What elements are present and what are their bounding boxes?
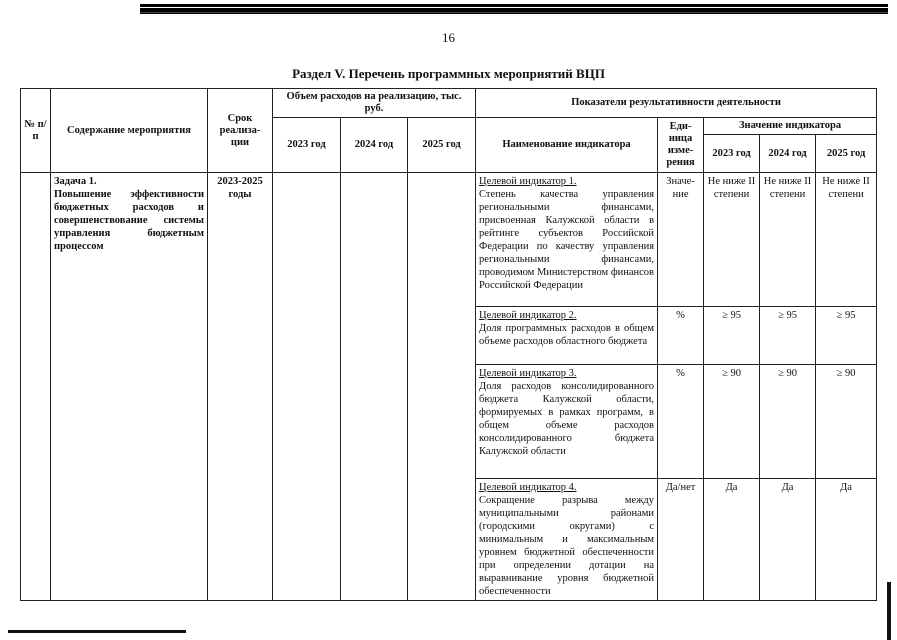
page-number: 16 — [442, 30, 455, 45]
header-indicator-value: Значение индикатора — [704, 118, 877, 135]
scan-border-bottom — [8, 630, 186, 633]
header-expenses: Объем расходов на реализацию, тыс. руб. — [273, 89, 476, 118]
expense-2023-cell — [273, 173, 341, 601]
indicator-1-unit: Значе-ние — [658, 173, 704, 307]
indicator-3-text: Доля расходов консолидированного бюджета Калужской области, формируемых в рамках программ, в общем объеме расходов консолидированного бюджета Калужской области — [479, 381, 655, 457]
header-value-2023: 2023 год — [704, 135, 760, 173]
indicator-2-title: Целевой индикатор 2. — [479, 310, 577, 321]
header-value-2025: 2025 год — [816, 135, 877, 173]
indicator-2-value-2023: ≥ 95 — [704, 307, 760, 365]
indicator-4-text: Сокращение разрыва между муниципальными районами (городскими округами) с минимальным и максимальным уровнем бюджетной обеспеченности при определении дотации на выравнивание уровня бюджетной обеспеченности — [479, 495, 655, 597]
scan-line-top — [140, 12, 888, 13]
indicator-4-cell — [476, 479, 658, 601]
expense-2024-cell — [341, 173, 408, 601]
indicator-1-value-2025: Не ниже II степени — [816, 173, 877, 307]
indicator-4-value-2025: Да — [816, 479, 877, 601]
indicator-3-title: Целевой индикатор 3. — [479, 368, 577, 379]
header-year-2024: 2024 год — [341, 118, 408, 173]
header-year-2025: 2025 год — [408, 118, 476, 173]
indicator-1-value-2024: Не ниже II степени — [760, 173, 816, 307]
indicator-3-unit: % — [658, 365, 704, 479]
header-unit: Еди-ница изме-рения — [658, 118, 704, 173]
indicator-1-text: Степень качества управления региональными финансами, присвоенная Калужской области в рейтинге субъектов Российской Федерации по качеству управления региональными финансами, проводимом Министерством финансов Российской Федерации — [479, 189, 655, 291]
section-title: Раздел V. Перечень программных мероприятий ВЦП — [292, 66, 605, 81]
table-row — [21, 173, 877, 307]
header-term: Срок реализа-ции — [208, 89, 273, 173]
indicator-4-value-2023: Да — [704, 479, 760, 601]
task-label: Задача 1. — [54, 176, 97, 187]
indicator-2-value-2025: ≥ 95 — [816, 307, 877, 365]
scan-border-right — [887, 582, 891, 640]
indicator-4-unit: Да/нет — [658, 479, 704, 601]
indicator-3-value-2023: ≥ 90 — [704, 365, 760, 479]
indicator-4-value-2024: Да — [760, 479, 816, 601]
header-value-2024: 2024 год — [760, 135, 816, 173]
task-cell — [51, 173, 208, 601]
indicator-3-value-2025: ≥ 90 — [816, 365, 877, 479]
expense-2025-cell — [408, 173, 476, 601]
header-num: № п/п — [21, 89, 51, 173]
task-text: Повышение эффективности бюджетных расходов и совершенствование системы управления бюджетным процессом — [54, 189, 204, 252]
indicator-2-value-2024: ≥ 95 — [760, 307, 816, 365]
indicator-4-title: Целевой индикатор 4. — [479, 482, 577, 493]
indicator-1-value-2023: Не ниже II степени — [704, 173, 760, 307]
indicator-1-cell — [476, 173, 658, 307]
activities-table — [20, 88, 877, 601]
header-content: Содержание мероприятия — [51, 89, 208, 173]
indicator-1-title: Целевой индикатор 1. — [479, 176, 577, 187]
row-number-cell — [21, 173, 51, 601]
indicator-2-unit: % — [658, 307, 704, 365]
indicator-2-cell — [476, 307, 658, 365]
header-indicator-name: Наименование индикатора — [476, 118, 658, 173]
task-term: 2023-2025 годы — [208, 173, 273, 601]
indicator-3-cell — [476, 365, 658, 479]
header-performance: Показатели результативности деятельности — [476, 89, 877, 118]
indicator-2-text: Доля программных расходов в общем объеме расходов областного бюджета — [479, 323, 655, 347]
header-year-2023: 2023 год — [273, 118, 341, 173]
indicator-3-value-2024: ≥ 90 — [760, 365, 816, 479]
